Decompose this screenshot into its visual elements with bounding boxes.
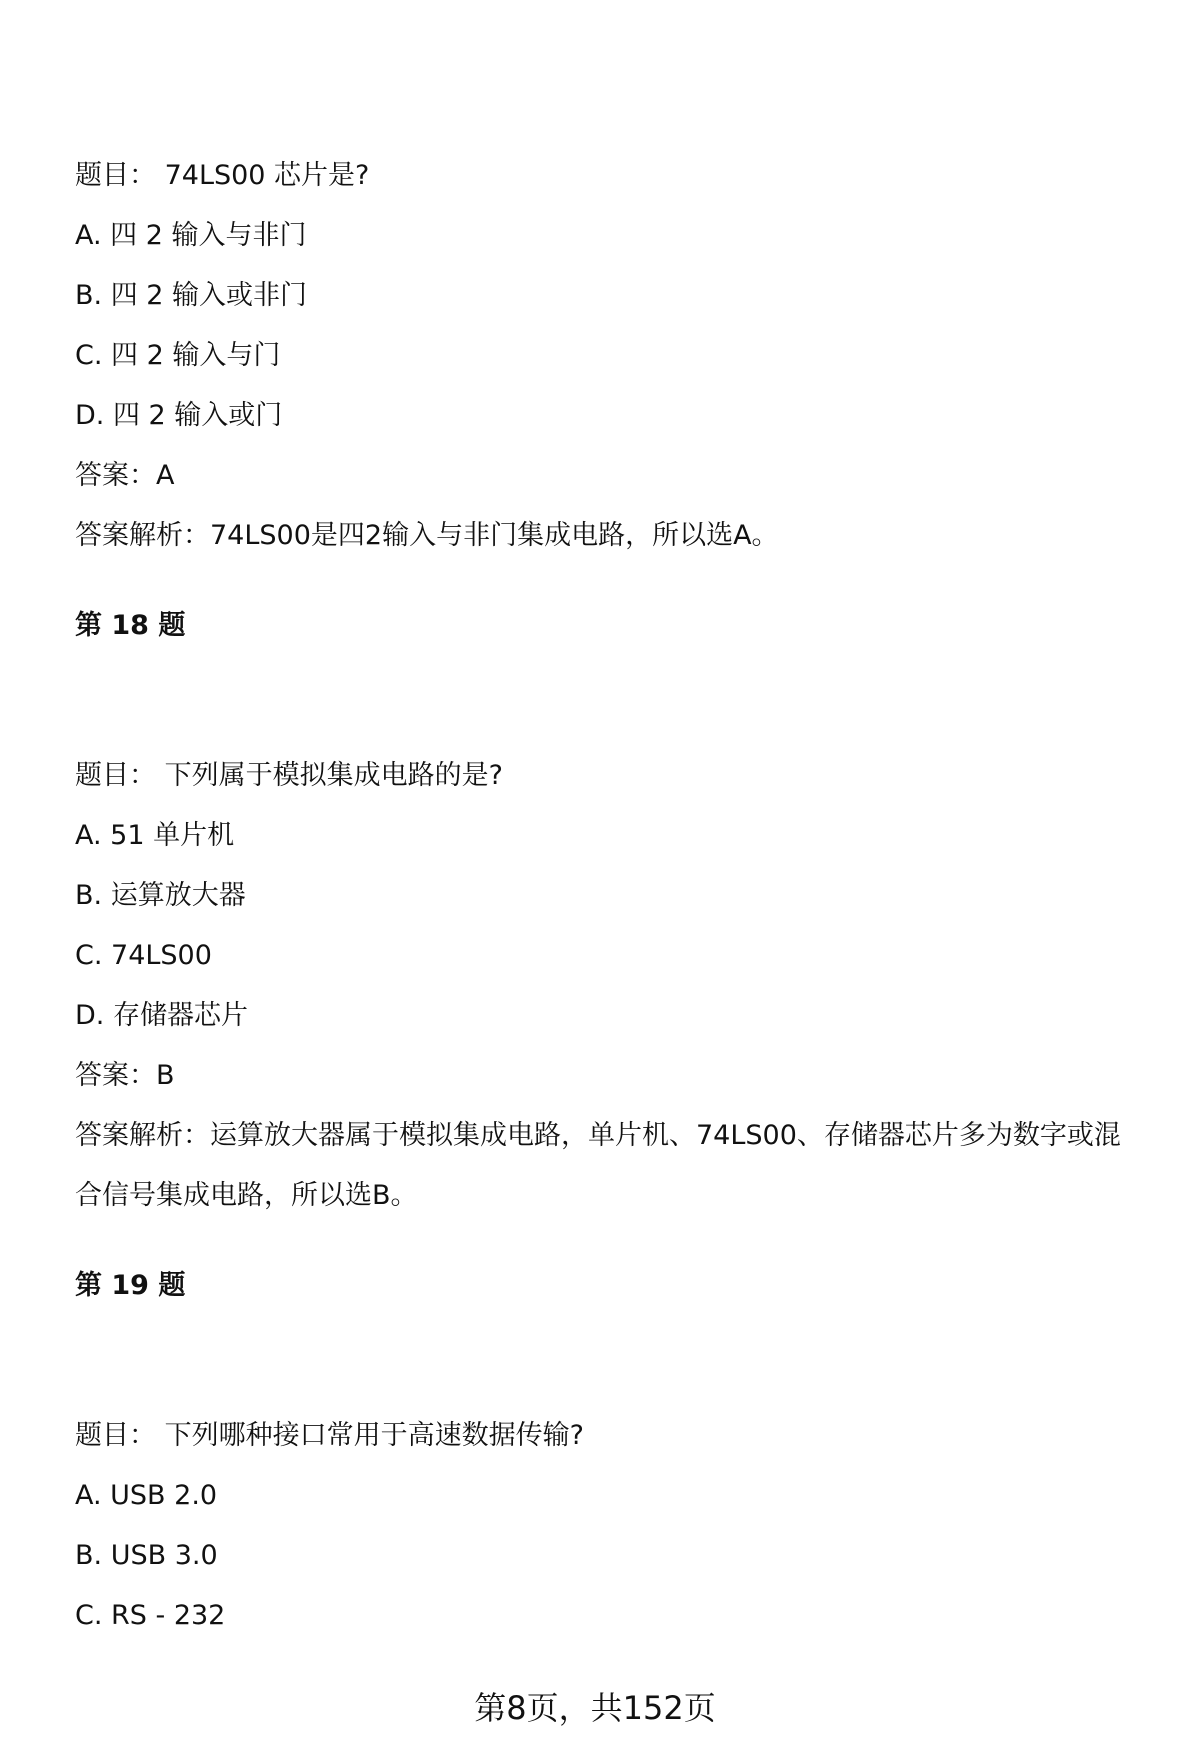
question-text: 题目： 下列属于模拟集成电路的是? bbox=[75, 760, 503, 791]
option-c: C. RS - 232 bbox=[75, 1600, 226, 1631]
option-c: C. 74LS00 bbox=[75, 940, 212, 971]
option-d: D. 四 2 输入或门 bbox=[75, 400, 283, 431]
option-a: A. USB 2.0 bbox=[75, 1480, 218, 1511]
question-text: 题目： 下列哪种接口常用于高速数据传输? bbox=[75, 1420, 584, 1451]
question-heading: 第 19 题 bbox=[75, 1270, 186, 1301]
option-b: B. 四 2 输入或非门 bbox=[75, 280, 308, 311]
answer-analysis: 答案解析：74LS00是四2输入与非门集成电路，所以选A。 bbox=[75, 520, 779, 551]
option-b: B. USB 3.0 bbox=[75, 1540, 218, 1571]
answer: 答案：A bbox=[75, 460, 175, 491]
option-a: A. 51 单片机 bbox=[75, 820, 235, 851]
option-b: B. 运算放大器 bbox=[75, 880, 246, 911]
answer-analysis: 答案解析：运算放大器属于模拟集成电路，单片机、74LS00、存储器芯片多为数字或混合信号集成电路，所以选B。 bbox=[75, 1120, 1121, 1211]
question-text: 题目： 74LS00 芯片是? bbox=[75, 160, 370, 191]
answer: 答案：B bbox=[75, 1060, 175, 1091]
option-c: C. 四 2 输入与门 bbox=[75, 340, 281, 371]
option-a: A. 四 2 输入与非门 bbox=[75, 220, 307, 251]
option-d: D. 存储器芯片 bbox=[75, 1000, 248, 1031]
page-number: 第8页，共152页 bbox=[474, 1689, 716, 1727]
question-heading: 第 18 题 bbox=[75, 610, 186, 641]
